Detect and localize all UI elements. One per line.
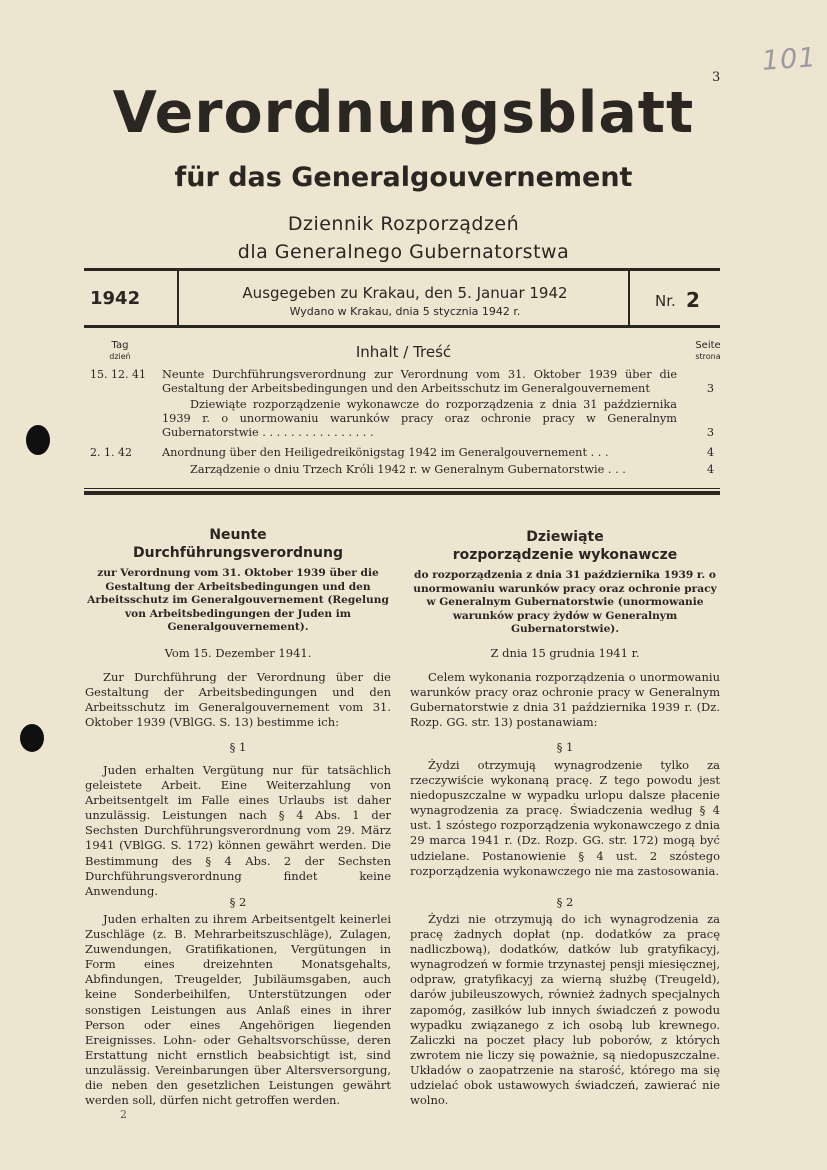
left-title-line2: Durchführungsverordnung (133, 545, 343, 561)
toc-entry-text: Anordnung über den Heiligedreikönigstag 1942 im Generalgouvernement . . . (162, 446, 609, 459)
issue-year: 1942 (90, 288, 141, 309)
toc-entry-page: 4 (706, 463, 714, 476)
toc-tag-label: Tag (111, 340, 129, 351)
toc-entry-text: Dziewiąte rozporządzenie wykonawcze do rozporządzenia z dnia 31 października 1939 r. o unormowaniu warunków pracy oraz ochronie pracy w Generalnym Gubernatorstwie . . . . . . . . . . . . . . . . (162, 398, 677, 439)
toc-entry-page: 3 (706, 426, 714, 439)
issue-number: 2 (686, 288, 700, 312)
issue-box-bottom-rule (84, 325, 720, 328)
toc-heading: Inhalt / Treść (355, 343, 452, 361)
left-section1-heading: § 1 (229, 740, 247, 754)
toc-page-label-polish: strona (695, 352, 721, 361)
toc-entry-date: 2. 1. 42 (90, 446, 132, 459)
footer-mark: 2 (120, 1108, 127, 1121)
toc-tag-label-polish: dzień (109, 352, 131, 361)
punch-hole-mark-top (26, 425, 50, 455)
left-section1-paragraph: Juden erhalten Vergütung nur für tatsächlich geleistete Arbeit. Eine Weiterzahlung von Arbeitsentgelt im Falle eines Urlaubs ist daher unzulässig. Leistungen nach § 4 Abs. 1 der Sechsten Durchführungsverordnung vom 29. März 1941 (VBlGG. S. 172) können gewährt werden. Die Bestimmung des § 4 Abs. 2 der Sechsten Durchführungsverordnung findet keine Anwendung. (85, 763, 391, 898)
masthead-polish-line2: dla Generalnego Gubernatorstwa (237, 241, 570, 263)
right-date: Z dnia 15 grudnia 1941 r. (490, 646, 640, 660)
issue-date-german: Ausgegeben zu Krakau, den 5. Januar 1942 (242, 284, 568, 302)
punch-hole-mark-bottom (20, 724, 44, 752)
right-section2-heading: § 2 (556, 895, 574, 909)
right-section2-paragraph: Żydzi nie otrzymują do ich wynagrodzenia za pracę żadnych dopłat (np. dodatków za pracę nadliczbową), dodatków, datków lub gratyfikacyj, wynagrodzeń w formie trzynastej pensji miesięcznej, odpraw, gratyfikacyj za wierną służbę (Treugeld), darów jubileuszowych, również żadnych specjalnych zapomóg, zasiłków lub innych świadczeń z powodu wypadku związanego z ich osobą lub krewnego. Zaliczki na poczet płacy lub poborów, z których zwrotem nie liczy się poważnie, są niedopuszczalne. Układów o zaopatrzenie na starość, którego ma się udzielać obok ustawowych świadczeń, zawierać nie wolno. (410, 912, 720, 1108)
handwritten-page-number: 101 (760, 42, 818, 77)
right-intro-paragraph: Celem wykonania rozporządzenia o unormowaniu warunków pracy oraz ochronie pracy w Generalnym Gubernatorstwie z dnia 31 października 1939 r. (Dz. Rozp. GG. str. 13) postanawiam: (410, 670, 720, 730)
right-subtitle: do rozporządzenia z dnia 31 października 1939 r. o unormowaniu warunków pracy oraz ochronie pracy w Generalnym Gubernatorstwie (unormowanie warunków pracy żydów w Generalnym Gubernatorstwie). (413, 569, 717, 636)
issue-box-top-rule (84, 268, 720, 271)
left-subtitle: zur Verordnung vom 31. Oktober 1939 über die Gestaltung der Arbeitsbedingungen und den Arbeitsschutz im Generalgouvernement (Regelung von Arbeitsbedingungen der Juden im Generalgouvernement). (87, 567, 389, 634)
masthead-polish-line1: Dziennik Rozporządzeń (287, 213, 520, 235)
toc-entry-page: 3 (706, 382, 714, 395)
right-section1-heading: § 1 (556, 740, 574, 754)
right-section1-paragraph: Żydzi otrzymują wynagrodzenie tylko za rzeczywiście wykonaną pracę. Z tego powodu jest niedopuszczalne w wypadku urlopu dalsze płacenie wynagrodzenia za pracę. Świadczenia według § 4 ust. 1 szóstego rozporządzenia wykonawczego z dnia 29 marca 1941 r. (Dz. Rozp. GG. str. 172) mogą być udzielane. Postanowienie § 4 ust. 2 szóstego rozporządzenia wykonawczego nie ma zastosowania. (410, 758, 720, 878)
left-intro-paragraph: Zur Durchführung der Verordnung über die Gestaltung der Arbeitsbedingungen und den Arbeitsschutz im Generalgouvernement vom 31. Oktober 1939 (VBlGG. S. 13) bestimme ich: (85, 670, 391, 730)
masthead-subtitle: für das Generalgouvernement (174, 162, 633, 193)
left-date: Vom 15. Dezember 1941. (164, 646, 312, 660)
toc-bottom-rule-thin (84, 488, 720, 489)
issue-number-label: Nr. (655, 292, 676, 310)
left-section2-paragraph: Juden erhalten zu ihrem Arbeitsentgelt keinerlei Zuschläge (z. B. Mehrarbeitszuschläge), Zulagen, Zuwendungen, Gratifikationen, Vergütungen in Form eines dreizehnten Monatsgehalts, Abfindungen, Treugelder, Jubiläumsgaben, auch keine Sonderbeihilfen, Unterstützungen oder sonstigen Leistungen aus Anlaß eines in ihrer Person oder eines Angehörigen liegenden Ereignisses. Lohn- oder Gehaltsvorschüsse, deren Erstattung nicht ernstlich beabsichtigt ist, sind unzulässig. Vereinbarungen über Altersversorgung, die neben den gesetzlichen Leistungen gewährt werden soll, dürfen nicht getroffen werden. (85, 912, 391, 1108)
toc-entry-text: Neunte Durchführungsverordnung zur Verordnung vom 31. Oktober 1939 über die Gestaltung der Arbeitsbedingungen und den Arbeitsschutz im Generalgouvernement (162, 368, 677, 395)
right-title-line1: Dziewiąte (526, 529, 604, 545)
page-number: 3 (712, 70, 721, 85)
left-title-line1: Neunte (209, 527, 267, 543)
left-section2-heading: § 2 (229, 895, 247, 909)
issue-box-divider-left (177, 271, 179, 325)
toc-entry-page: 4 (706, 446, 714, 459)
toc-page-label: Seite (695, 340, 721, 351)
issue-date-polish: Wydano w Krakau, dnia 5 stycznia 1942 r. (289, 305, 521, 318)
toc-entry-date: 15. 12. 41 (90, 368, 146, 381)
toc-entry-text: Zarządzenie o dniu Trzech Króli 1942 r. w Generalnym Gubernatorstwie . . . (190, 463, 626, 476)
right-title-line2: rozporządzenie wykonawcze (452, 547, 678, 563)
masthead-title: Verordnungsblatt (112, 80, 695, 146)
toc-bottom-rule-thick (84, 491, 720, 495)
